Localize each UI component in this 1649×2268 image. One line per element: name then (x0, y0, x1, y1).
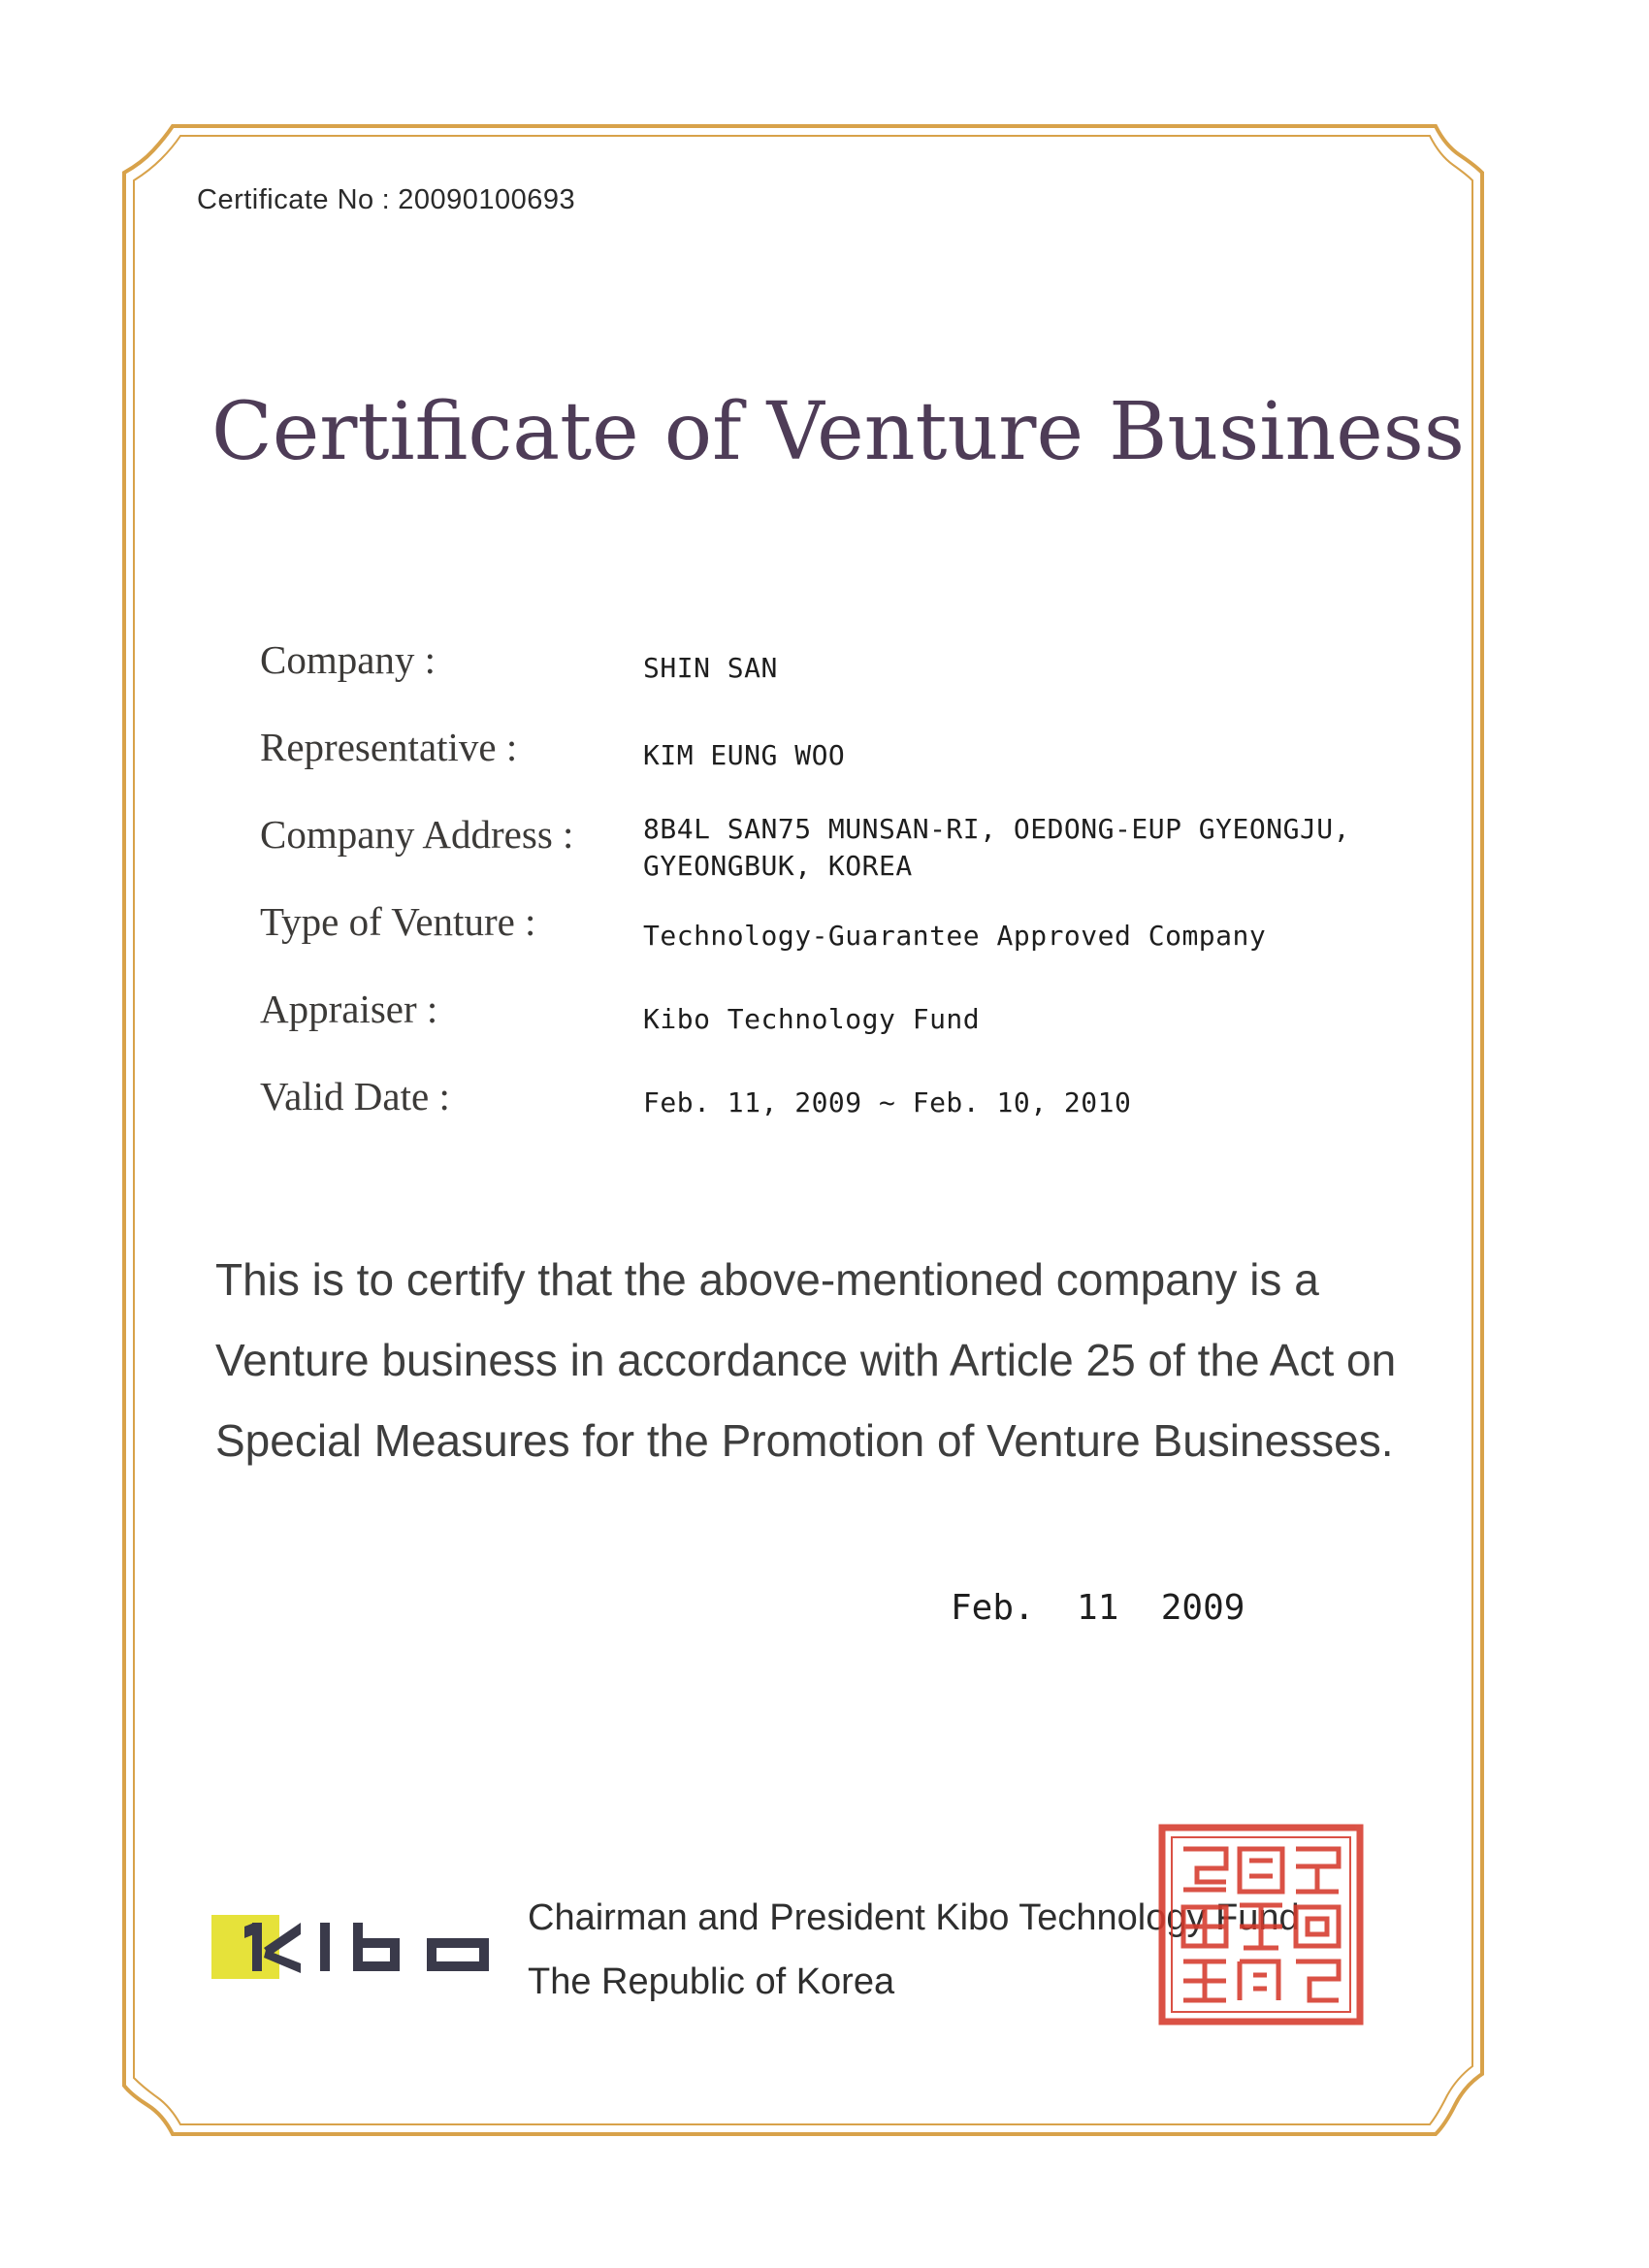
certificate-number-separator: : (381, 184, 391, 215)
field-value-address-line2: GYEONGBUK, KOREA (643, 850, 913, 882)
field-value-company: SHIN SAN (643, 652, 778, 684)
field-label-company-address: Company Address : (260, 812, 574, 857)
certification-statement: This is to certify that the above-mentioned company is a Venture business in accordance with Article 25 of the Act on Special Measures for the Promotion of Venture Businesses. (215, 1254, 1397, 1466)
certificate-number-value: 20090100693 (398, 184, 576, 215)
issuer-title: Chairman and President Kibo Technology Fund (528, 1897, 1300, 1938)
field-label-appraiser: Appraiser : (260, 987, 438, 1031)
kibo-logo (211, 1905, 493, 1979)
field-value-type-of-venture: Technology-Guarantee Approved Company (643, 920, 1267, 952)
field-label-valid-date: Valid Date : (260, 1074, 450, 1118)
field-label-representative: Representative : (260, 725, 518, 769)
field-value-valid-date: Feb. 11, 2009 ~ Feb. 10, 2010 (643, 1086, 1132, 1118)
certificate-title: Certificate of Venture Business (211, 386, 1465, 478)
certificate-number (197, 184, 575, 216)
official-seal-icon (1156, 1822, 1366, 2027)
field-label-type-of-venture: Type of Venture : (260, 899, 536, 944)
field-value-representative: KIM EUNG WOO (643, 739, 846, 771)
field-label-company: Company : (260, 637, 436, 682)
issue-date: Feb. 11 2009 (951, 1588, 1245, 1628)
field-value-address-line1: 8B4L SAN75 MUNSAN-RI, OEDONG-EUP GYEONGJU, (643, 813, 1351, 845)
field-value-appraiser: Kibo Technology Fund (643, 1003, 981, 1035)
field-value-company-address (643, 811, 1350, 885)
certificate-number-label: Certificate No (197, 184, 374, 215)
issuer-country: The Republic of Korea (528, 1961, 895, 2002)
